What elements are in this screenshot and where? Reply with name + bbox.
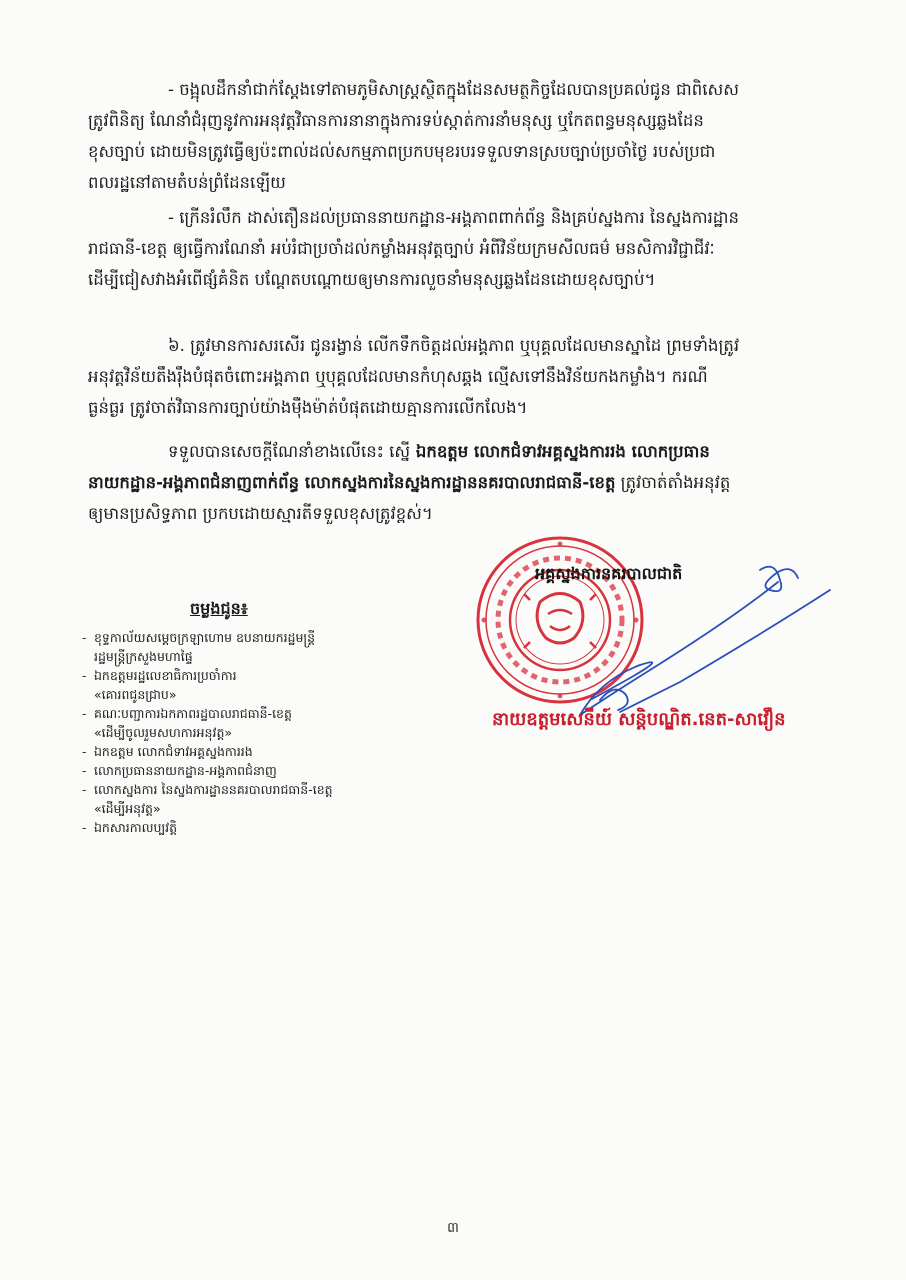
- text-line: ធ្ងន់ធ្ងរ ត្រូវចាត់វិធានការច្បាប់យ៉ាងម៉ឺងម៉ាត់បំផុតដោយគ្មានការលើកលែង។: [88, 398, 528, 417]
- cc-item-sub: «គោរពជូនជ្រាប»: [94, 687, 177, 702]
- cc-item-main: ឯកឧត្តមរដ្ឋលេខាធិការប្រចាំការ: [94, 668, 237, 683]
- text-line: [88, 436, 846, 467]
- conclusion-tail: ត្រូវចាត់តាំងអនុវត្ត: [615, 473, 731, 492]
- signature-block: [470, 530, 870, 750]
- copy-to-section: [82, 598, 422, 837]
- conclusion-addressees-cont: នាយកដ្ឋាន-អង្គភាពជំនាញពាក់ព័ន្ធ លោកស្នងការនៃស្នងការដ្ឋាននគរបាលរាជធានី-ខេត្ត: [88, 473, 616, 492]
- cc-item-sub: «ដើម្បីចូលរួមសហការអនុវត្ត»: [94, 725, 233, 740]
- list-item: [82, 704, 422, 742]
- cc-item-main: ឯកសារកាលប្បវត្តិ: [94, 820, 178, 835]
- list-item: [82, 628, 422, 666]
- text-line: ដើម្បីជៀសវាងអំពើផ្សំគំនិត បណ្តែតបណ្តោយឲ្យមានការលួចនាំមនុស្សឆ្លងដែនដោយខុសច្បាប់។: [88, 270, 656, 289]
- text-line: ត្រូវពិនិត្យ ណែនាំជំរុញនូវការអនុវត្តវិធានការនានាក្នុងការទប់ស្កាត់ការនាំមនុស្ស ឬកែតពន្ធមនុស្សឆ្លងដែន: [88, 111, 704, 130]
- handwritten-signature-icon: [530, 550, 850, 730]
- signer-title: អគ្គស្នងការនគរបាលជាតិ: [535, 564, 683, 583]
- list-item: [82, 818, 422, 837]
- conclusion-addressees: ឯកឧត្តម លោកជំទាវអគ្គស្នងការរង លោកប្រធាន: [410, 442, 710, 461]
- signer-name: នាយឧត្តមសេនីយ៍ សន្តិបណ្ឌិត.នេត-សាវឿន: [492, 709, 786, 730]
- list-item: [82, 666, 422, 704]
- paragraph-directive-border: [88, 74, 846, 198]
- conclusion-lead: ទទួលបានសេចក្តីណែនាំខាងលើនេះ ស្នើ: [168, 442, 411, 461]
- page-number: ៣: [447, 1220, 459, 1236]
- cc-item-main: លោកប្រធាននាយកដ្ឋាន-អង្គភាពជំនាញ: [94, 763, 277, 778]
- text-line: - ក្រើនរំលឹក ដាស់តឿនដល់ប្រធាននាយកដ្ឋាន-អង្គភាពពាក់ព័ន្ធ និងគ្រប់ស្នងការ នៃស្នងការដ្ឋាន: [168, 208, 739, 227]
- paragraph-reminder: [88, 202, 846, 295]
- cc-item-main: ឯកឧត្តម លោកជំទាវអគ្គស្នងការរង: [94, 744, 253, 759]
- paragraph-conclusion: [88, 436, 846, 529]
- paragraph-item-6: [88, 330, 846, 423]
- cc-item-main: លោកស្នងការ នៃស្នងការដ្ឋាននគរបាលរាជធានី-ខេត្ត: [94, 782, 333, 797]
- text-line: ពលរដ្ឋនៅតាមតំបន់ព្រំដែនឡើយ: [88, 173, 286, 192]
- text-line: ខុសច្បាប់ ដោយមិនត្រូវធ្វើឲ្យប៉ះពាល់ដល់សកម្មភាពប្រកបមុខរបរទទួលទានស្របច្បាប់ប្រចាំថ្ងៃ របស់ប្រជា: [88, 142, 716, 161]
- cc-item-main: គណៈបញ្ជាការឯកភាពរដ្ឋបាលរាជធានី-ខេត្ត: [94, 706, 292, 721]
- cc-item-sub: «ដើម្បីអនុវត្ត»: [94, 801, 161, 816]
- copy-to-title: ចម្លងជូន៖: [190, 599, 248, 618]
- cc-item-sub: រដ្ឋមន្ត្រីក្រសួងមហាផ្ទៃ: [94, 649, 193, 664]
- text-line: ៦. ត្រូវមានការសរសើរ ជូនរង្វាន់ លើកទឹកចិត្តដល់អង្គភាព ឬបុគ្គលដែលមានស្នាដៃ ព្រមទាំងត្រូវ: [168, 336, 740, 355]
- cc-item-main: ខុទ្ទកាល័យសម្តេចក្រឡាហោម ឧបនាយករដ្ឋមន្ត្រី: [94, 630, 316, 645]
- list-item: [82, 761, 422, 780]
- copy-to-list: [82, 628, 422, 837]
- list-item: [82, 780, 422, 818]
- text-line: អនុវត្តវិន័យតឹងរ៉ឹងបំផុតចំពោះអង្គភាព ឬបុគ្គលដែលមានកំហុសឆ្គង ល្មើសទៅនឹងវិន័យកងកម្លាំង។ ករណី: [88, 367, 708, 386]
- text-line: ឲ្យមានប្រសិទ្ធភាព ប្រកបដោយស្មារតីទទួលខុសត្រូវខ្ពស់។: [88, 504, 433, 523]
- text-line: រាជធានី-ខេត្ត ឲ្យធ្វើការណែនាំ អប់រំជាប្រចាំដល់កម្លាំងអនុវត្តច្បាប់ អំពីវិន័យក្រមសីលធម៌ មនសិការវិជ្ជាជីវៈ: [88, 239, 715, 258]
- text-line: [88, 467, 846, 498]
- list-item: [82, 742, 422, 761]
- text-line: - ចង្អុលដឹកនាំជាក់ស្តែងទៅតាមភូមិសាស្ត្រស្ថិតក្នុងដែនសមត្ថកិច្ចដែលបានប្រគល់ជូន ជាពិសេស: [168, 80, 739, 99]
